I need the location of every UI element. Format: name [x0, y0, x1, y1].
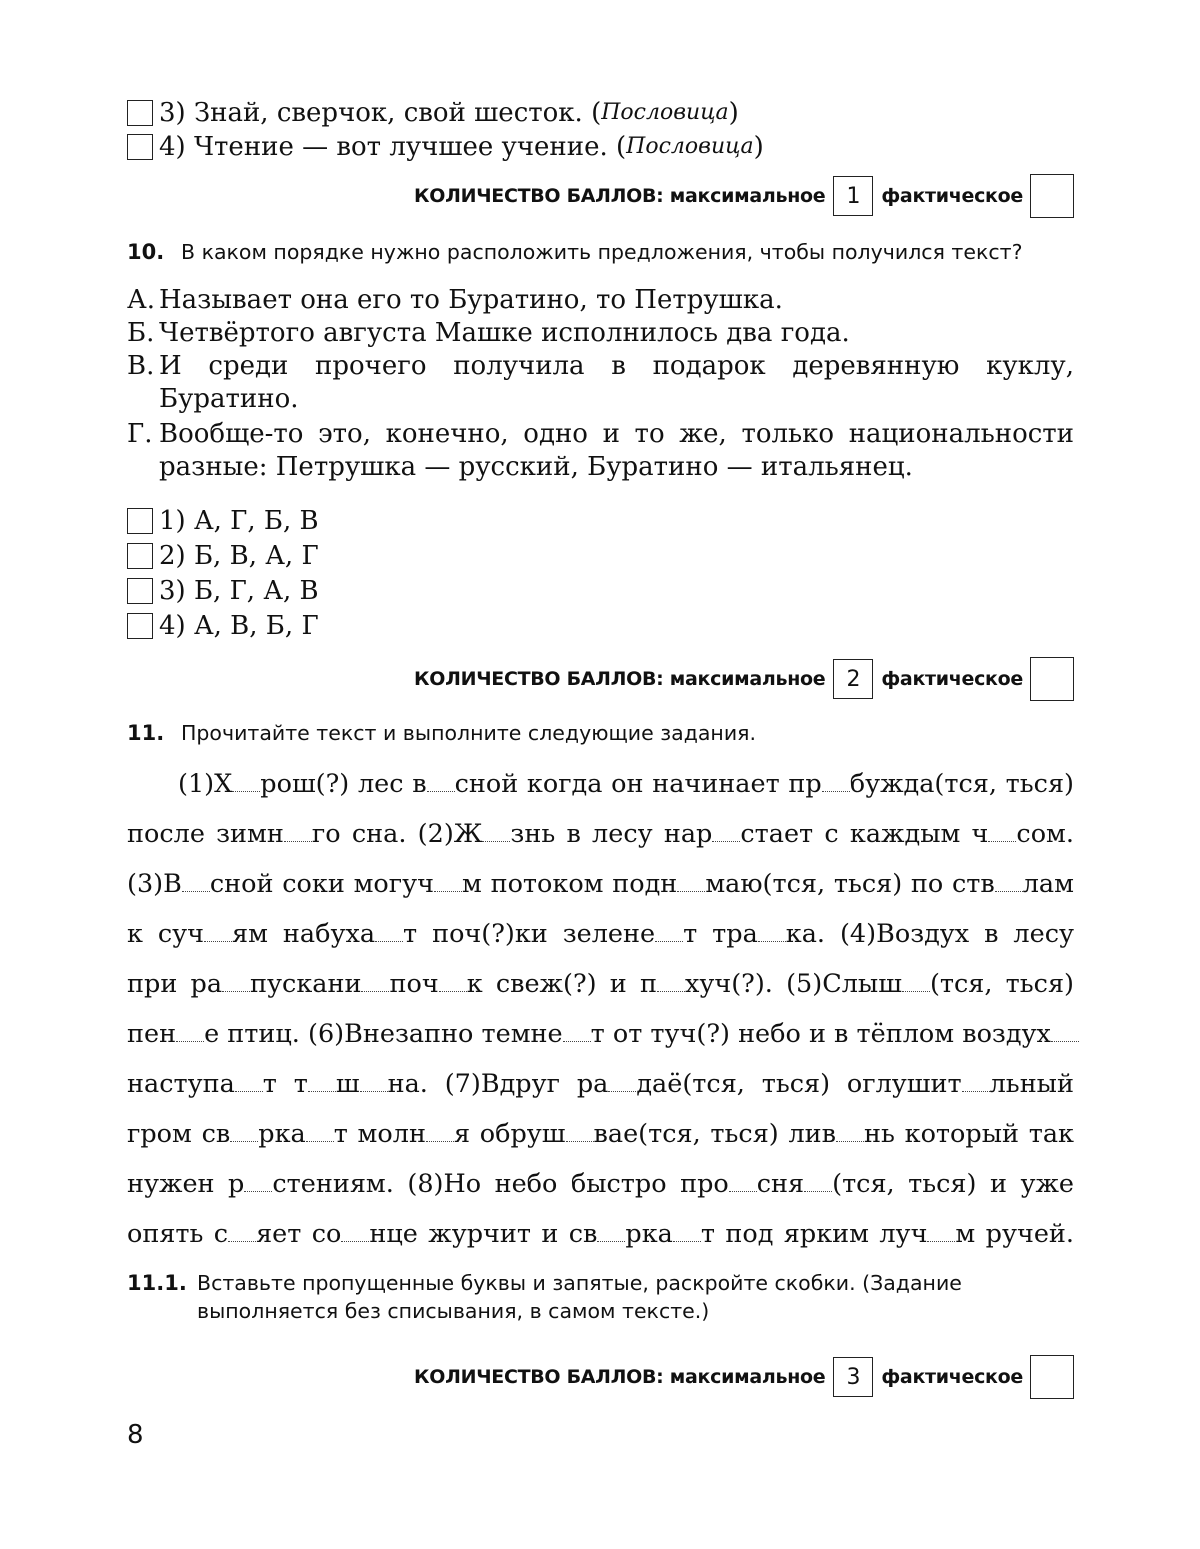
text-fragment: сом. [1016, 819, 1074, 849]
text-fragment: бужда(тся, ться) [849, 769, 1074, 799]
text-fragment: т молн [333, 1119, 426, 1149]
worksheet-page [127, 96, 1074, 1399]
text-fragment: (3)В [127, 869, 182, 899]
blank-field[interactable] [375, 927, 403, 942]
score-fact-input[interactable] [1030, 174, 1074, 218]
blank-field[interactable] [426, 1127, 454, 1142]
q10-option-1[interactable] [127, 504, 1074, 538]
score-fact-label: фактическое [881, 185, 1023, 207]
text-fragment: после зимн [127, 819, 284, 849]
option-text: 1) А, Г, Б, В [159, 506, 319, 536]
blank-field[interactable] [995, 877, 1023, 892]
text-line [127, 1159, 1074, 1209]
score-max-label: КОЛИЧЕСТВО БАЛЛОВ: максимальное [414, 668, 826, 690]
text-fragment: ш [335, 1069, 360, 1099]
text-fragment: т поч(?)ки зелене [403, 919, 656, 949]
text-fragment: нце журчит и св [369, 1219, 598, 1249]
q9-option-3[interactable] [127, 96, 1074, 130]
blank-field[interactable] [673, 1227, 701, 1242]
blank-field[interactable] [182, 877, 210, 892]
blank-field[interactable] [758, 927, 786, 942]
text-line [127, 859, 1074, 909]
sentence-letter: А. [127, 285, 155, 315]
score-fact-label: фактическое [881, 668, 1023, 690]
checkbox[interactable] [127, 613, 153, 639]
text-fragment: к суч [127, 919, 205, 949]
text-line [127, 759, 1074, 809]
text-line [127, 1209, 1074, 1259]
q10-sentences [127, 284, 1074, 484]
question-text: В каком порядке нужно расположить предложения, чтобы получился текст? [181, 240, 1023, 264]
q10-question [127, 238, 1074, 266]
text-fragment: нь который так [864, 1119, 1074, 1149]
q9-option-4[interactable] [127, 130, 1074, 164]
option-text: 4) А, В, Б, Г [159, 611, 319, 641]
option-close: ) [728, 98, 739, 128]
blank-field[interactable] [1051, 1027, 1079, 1042]
text-fragment: гром св [127, 1119, 231, 1149]
text-fragment: даё(тся, ться) оглушит [636, 1069, 962, 1099]
checkbox[interactable] [127, 508, 153, 534]
text-fragment: я обруш [453, 1119, 566, 1149]
blank-field[interactable] [204, 927, 232, 942]
blank-field[interactable] [608, 1077, 636, 1092]
blank-field[interactable] [341, 1227, 369, 1242]
text-fragment: го сна. (2)Ж [311, 819, 483, 849]
text-fragment: е птиц. (6)Внезапно темне [204, 1019, 563, 1049]
text-fragment: при ра [127, 969, 223, 999]
text-fragment: т т [262, 1069, 308, 1099]
text-fragment: т тра [683, 919, 758, 949]
blank-field[interactable] [482, 827, 510, 842]
blank-field[interactable] [563, 1027, 591, 1042]
blank-field[interactable] [597, 1227, 625, 1242]
score-fact-label: фактическое [881, 1366, 1023, 1388]
text-fragment: знь в лесу нар [510, 819, 713, 849]
blank-field[interactable] [962, 1077, 990, 1092]
blank-field[interactable] [176, 1027, 204, 1042]
text-fragment: м ручей. [955, 1219, 1075, 1249]
text-fragment: хуч(?). (5)Слыш [684, 969, 902, 999]
text-fragment: т под ярким луч [700, 1219, 928, 1249]
q9-score [127, 174, 1074, 218]
blank-field[interactable] [729, 1177, 757, 1192]
text-fragment: сной когда он начинает пр [454, 769, 822, 799]
text-fragment: т от туч(?) небо и в тёплом воздух [590, 1019, 1051, 1049]
checkbox[interactable] [127, 543, 153, 569]
blank-field[interactable] [235, 1077, 263, 1092]
blank-field[interactable] [222, 977, 250, 992]
text-fragment: м потоком подн [461, 869, 678, 899]
score-fact-input[interactable] [1030, 657, 1074, 701]
blank-field[interactable] [308, 1077, 336, 1092]
text-fragment: на. (7)Вдруг ра [387, 1069, 609, 1099]
text-fragment: стениям. (8)Но небо быстро про [272, 1169, 729, 1199]
text-fragment: наступа [127, 1069, 235, 1099]
text-fragment: ям набуха [232, 919, 376, 949]
blank-field[interactable] [822, 777, 850, 792]
text-fragment: к свеж(?) и п [466, 969, 657, 999]
question-number: 11. [127, 721, 165, 745]
blank-field[interactable] [677, 877, 705, 892]
blank-field[interactable] [230, 1127, 258, 1142]
q10-options [127, 504, 1074, 643]
sentence-text: Вообще-то это, конечно, одно и то же, только национальности разные: Петрушка — русский, Буратино — итальянец. [159, 419, 1074, 482]
blank-field[interactable] [361, 977, 389, 992]
text-line [127, 809, 1074, 859]
text-line [127, 1059, 1074, 1109]
sentence-text: Четвёртого августа Машке исполнилось два года. [159, 318, 850, 348]
text-fragment: пускани [250, 969, 362, 999]
blank-field[interactable] [427, 777, 455, 792]
text-fragment: льный [989, 1069, 1074, 1099]
question-number: 10. [127, 240, 165, 264]
blank-field[interactable] [360, 1077, 388, 1092]
q10-score [127, 657, 1074, 701]
q9-options [127, 96, 1074, 164]
option-source: Пословица [626, 134, 754, 159]
text-fragment: поч [389, 969, 439, 999]
blank-field[interactable] [988, 827, 1016, 842]
page-number: 8 [127, 1420, 144, 1450]
blank-field[interactable] [927, 1227, 955, 1242]
checkbox[interactable] [127, 134, 153, 160]
sentence-letter: В. [127, 351, 155, 381]
subtask-number: 11.1. [127, 1271, 187, 1295]
text-fragment: рош(?) лес в [260, 769, 427, 799]
option-text: 3) Знай, сверчок, свой шесток. ( [159, 98, 602, 128]
blank-field[interactable] [306, 1127, 334, 1142]
text-fragment: сной соки могуч [209, 869, 434, 899]
text-line [127, 959, 1074, 1009]
sentence-a [127, 284, 1074, 317]
text-fragment: (тся, ться) и уже [832, 1169, 1074, 1199]
sentence-text: Называет она его то Буратино, то Петрушка. [159, 285, 783, 315]
text-fragment: рка [625, 1219, 673, 1249]
option-text: 4) Чтение — вот лучшее учение. ( [159, 132, 627, 162]
sentence-v [127, 350, 1074, 416]
text-fragment: яет со [256, 1219, 342, 1249]
q11-score [127, 1355, 1074, 1399]
text-fragment: лам [1022, 869, 1074, 899]
text-fragment: стает с каждым ч [740, 819, 989, 849]
score-max-box: 2 [833, 659, 873, 699]
text-line [127, 909, 1074, 959]
text-fragment: сня [756, 1169, 805, 1199]
blank-field[interactable] [228, 1227, 256, 1242]
blank-field[interactable] [439, 977, 467, 992]
blank-field[interactable] [902, 977, 930, 992]
blank-field[interactable] [284, 827, 312, 842]
blank-field[interactable] [434, 877, 462, 892]
checkbox[interactable] [127, 578, 153, 604]
blank-field[interactable] [566, 1127, 594, 1142]
score-fact-input[interactable] [1030, 1355, 1074, 1399]
sentence-b [127, 317, 1074, 350]
text-fragment: (1)Х [127, 769, 233, 799]
subtask-text: Вставьте пропущенные буквы и запятые, раскройте скобки. (Задание выполняется без списывания, в самом тексте.) [197, 1271, 962, 1323]
text-line [127, 1109, 1074, 1159]
option-text: 3) Б, Г, А, В [159, 576, 319, 606]
sentence-letter: Г. [127, 419, 153, 449]
score-max-label: КОЛИЧЕСТВО БАЛЛОВ: максимальное [414, 185, 826, 207]
blank-field[interactable] [836, 1127, 864, 1142]
blank-field[interactable] [657, 977, 685, 992]
q10-option-3[interactable] [127, 574, 1074, 608]
text-fragment: ка. (4)Воздух в лесу [785, 919, 1074, 949]
q11-question [127, 719, 1074, 747]
blank-field[interactable] [712, 827, 740, 842]
score-max-box: 1 [833, 176, 873, 216]
q10-option-2[interactable] [127, 539, 1074, 573]
text-fragment: нужен р [127, 1169, 245, 1199]
text-fragment: вае(тся, ться) лив [593, 1119, 837, 1149]
score-max-label: КОЛИЧЕСТВО БАЛЛОВ: максимальное [414, 1366, 826, 1388]
sentence-text: И среди прочего получила в подарок деревянную куклу, Буратино. [159, 351, 1074, 414]
blank-field[interactable] [232, 777, 260, 792]
blank-field[interactable] [804, 1177, 832, 1192]
text-fragment: (тся, ться) [929, 969, 1074, 999]
option-text: 2) Б, В, А, Г [159, 541, 319, 571]
blank-field[interactable] [244, 1177, 272, 1192]
q11-text [127, 759, 1074, 1259]
question-text: Прочитайте текст и выполните следующие задания. [181, 721, 757, 745]
score-max-box: 3 [833, 1357, 873, 1397]
text-fragment: пен [127, 1019, 177, 1049]
q10-option-4[interactable] [127, 609, 1074, 643]
text-fragment: опять с [127, 1219, 229, 1249]
sentence-letter: Б. [127, 318, 155, 348]
sentence-g [127, 418, 1074, 484]
option-close: ) [753, 132, 764, 162]
option-source: Пословица [601, 100, 729, 125]
q11-1-task [127, 1269, 1074, 1325]
text-fragment: маю(тся, ться) по ств [705, 869, 995, 899]
text-fragment: рка [258, 1119, 306, 1149]
checkbox[interactable] [127, 100, 153, 126]
text-line [127, 1009, 1074, 1059]
blank-field[interactable] [655, 927, 683, 942]
